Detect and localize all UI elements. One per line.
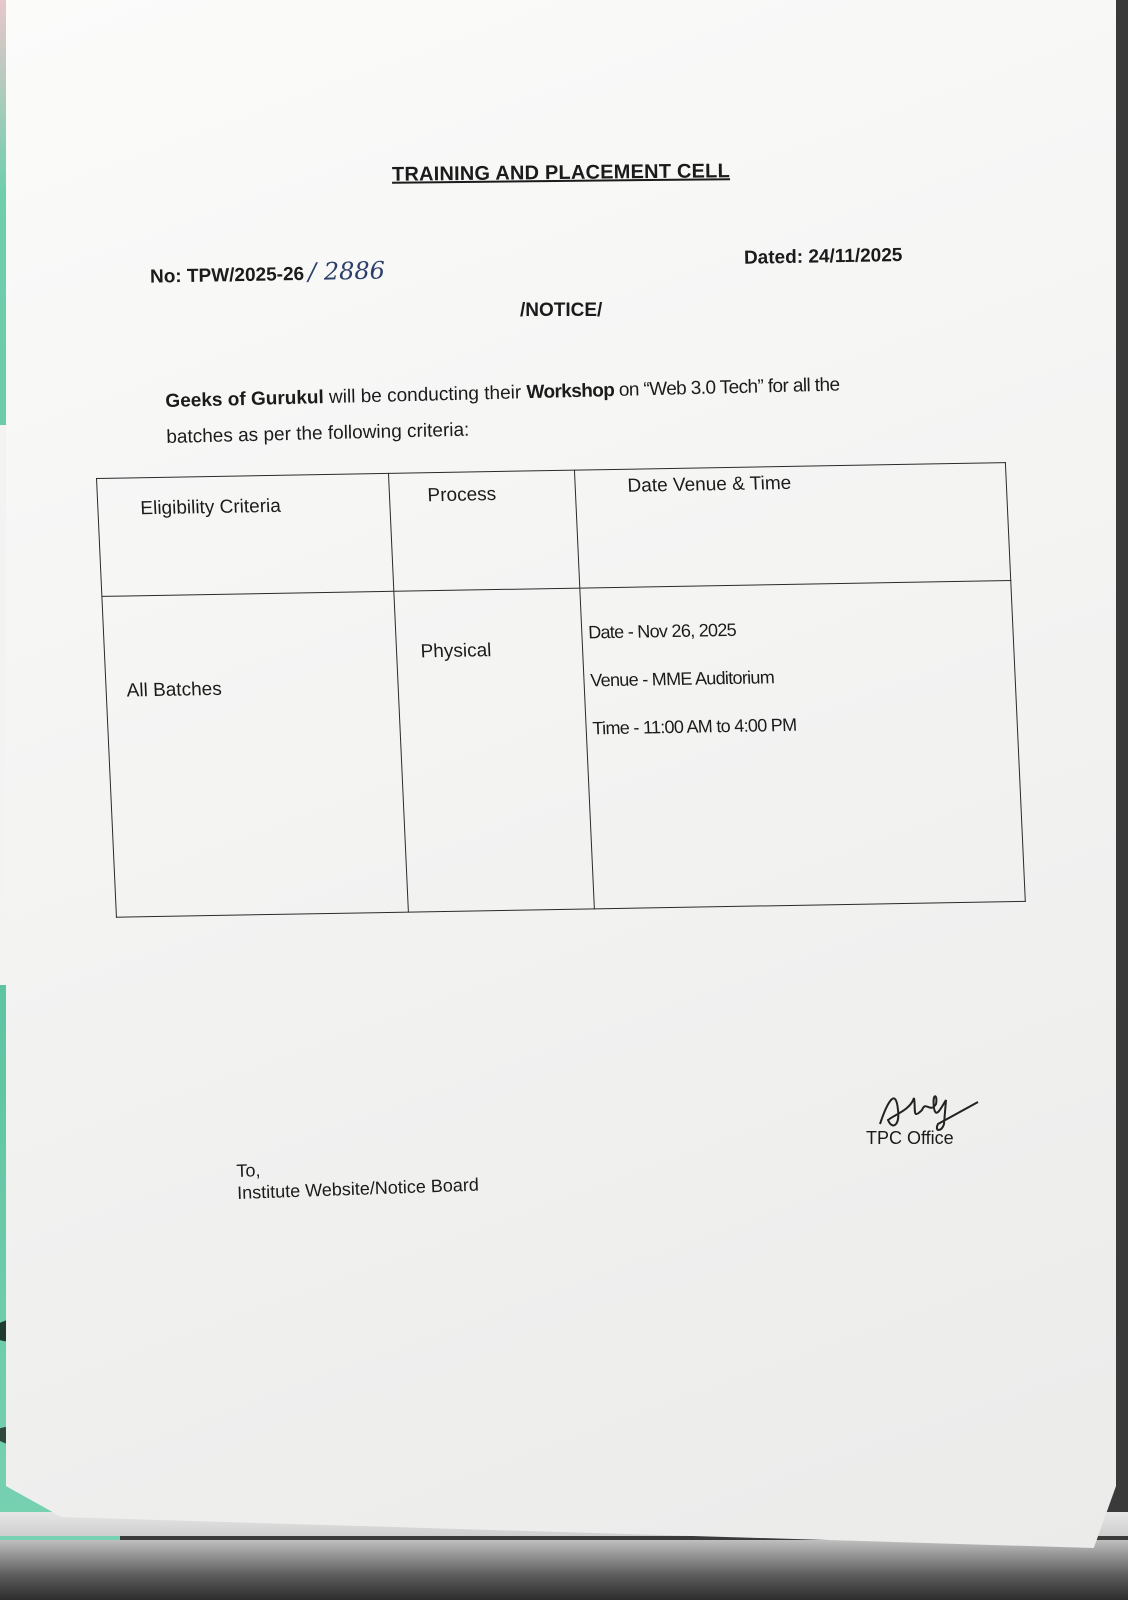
event-time: Time - 11:00 AM to 4:00 PM <box>592 714 797 739</box>
event-type: Workshop <box>526 380 615 404</box>
organizer-name: Geeks of Gurukul <box>165 387 325 412</box>
intro-text: will be conducting their <box>323 382 527 409</box>
header-date-venue-time: Date Venue & Time <box>574 463 1010 588</box>
cell-date-venue-time <box>580 581 1026 909</box>
signatory: TPC Office <box>866 1128 954 1148</box>
recipient-block <box>236 1149 558 1220</box>
background-bottom <box>0 1540 1128 1600</box>
cell-process: Physical <box>393 588 594 912</box>
to-label: To, <box>236 1160 261 1181</box>
event-venue: Venue - MME Auditorium <box>589 667 775 691</box>
intro-text: on “Web 3.0 Tech” for all the <box>613 374 840 402</box>
table-row <box>102 581 1025 918</box>
recipient: Institute Website/Notice Board <box>236 1174 480 1203</box>
event-date: Date - Nov 26, 2025 <box>587 619 737 643</box>
header-eligibility: Eligibility Criteria <box>97 473 394 596</box>
cell-eligibility: All Batches <box>102 591 408 917</box>
table-header-row <box>97 463 1011 597</box>
date-line: Dated: 24/11/2025 <box>743 244 903 269</box>
reference-prefix: No: TPW/2025-26 <box>149 263 305 288</box>
reference-handwritten: / 2886 <box>307 256 386 286</box>
criteria-table <box>96 462 1026 918</box>
header-process: Process <box>388 470 580 591</box>
page-title: TRAINING AND PLACEMENT CELL <box>391 160 731 186</box>
notice-label: /NOTICE/ <box>520 300 603 321</box>
intro-line-2: batches as per the following criteria: <box>166 419 470 448</box>
reference-number <box>150 255 451 294</box>
